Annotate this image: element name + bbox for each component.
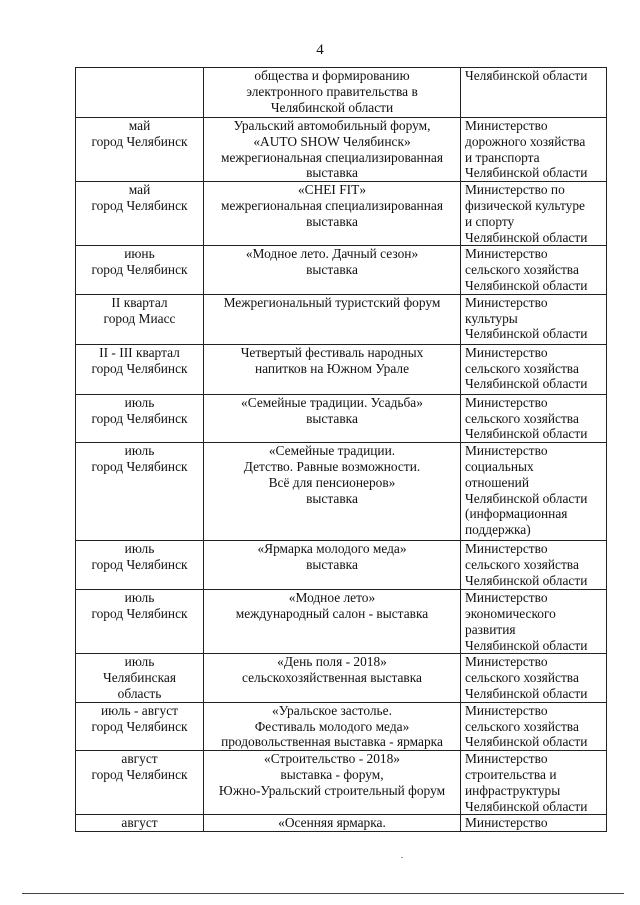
events-table bbox=[75, 67, 607, 832]
event-cell bbox=[204, 654, 461, 702]
time-cell-line: город Челябинск bbox=[91, 360, 188, 376]
organizer-cell-line: Министерство bbox=[465, 702, 548, 718]
organizer-cell-line: Министерство bbox=[465, 118, 548, 133]
time-cell-line: город Челябинск bbox=[91, 133, 188, 149]
event-cell-line: межрегиональная специализированная bbox=[221, 197, 443, 213]
event-cell bbox=[204, 246, 461, 294]
time-cell bbox=[76, 118, 204, 182]
event-cell-line: «CHEI FIT» bbox=[297, 182, 367, 198]
organizer-cell-line: Министерство bbox=[465, 394, 548, 410]
table-row bbox=[76, 541, 607, 590]
time-cell-line: город Челябинск bbox=[91, 605, 188, 621]
organizer-cell bbox=[461, 246, 607, 294]
event-cell-line: «AUTO SHOW Челябинск» bbox=[253, 133, 411, 149]
organizer-cell bbox=[461, 394, 607, 442]
time-cell bbox=[76, 541, 204, 590]
event-cell-line: Межрегиональный туристский форум bbox=[223, 294, 441, 310]
event-cell-line: Южно-Уральский строительный форум bbox=[218, 782, 446, 798]
organizer-cell-line: Министерство bbox=[465, 815, 548, 831]
event-cell-line: «День поля - 2018» bbox=[277, 654, 387, 670]
event-cell-line: электронного правительства в bbox=[246, 83, 418, 99]
event-cell-line: выставка bbox=[306, 165, 358, 181]
page-bottom-rule bbox=[22, 893, 624, 894]
organizer-cell-line: сельского хозяйства bbox=[465, 360, 579, 376]
time-cell-line: май bbox=[128, 118, 151, 133]
time-cell bbox=[76, 751, 204, 815]
organizer-cell-line: Министерство bbox=[465, 541, 548, 557]
organizer-cell bbox=[461, 590, 607, 654]
event-cell-line: продовольственная выставка - ярмарка bbox=[221, 734, 443, 750]
organizer-cell-line: экономического bbox=[465, 605, 556, 621]
organizer-cell-line: (информационная bbox=[465, 506, 568, 522]
organizer-cell bbox=[461, 68, 607, 118]
organizer-cell-line: Министерство bbox=[465, 344, 548, 360]
organizer-cell-line: Челябинской области bbox=[465, 426, 588, 442]
table-row bbox=[76, 294, 607, 344]
organizer-cell-line: Челябинской области bbox=[465, 734, 588, 750]
organizer-cell-line: Челябинской области bbox=[465, 326, 588, 342]
time-cell-line: Челябинская bbox=[103, 670, 176, 686]
event-cell-line: «Семейные традиции. Усадьба» bbox=[241, 394, 423, 410]
organizer-cell-line: поддержка) bbox=[465, 522, 531, 538]
table-row bbox=[76, 394, 607, 442]
organizer-cell bbox=[461, 751, 607, 815]
event-cell bbox=[204, 68, 461, 118]
time-cell-line: июль bbox=[124, 590, 155, 606]
time-cell-line: август bbox=[121, 751, 158, 767]
organizer-cell-line: строительства и bbox=[465, 766, 557, 782]
event-cell-line: «Ярмарка молодого меда» bbox=[257, 541, 407, 557]
organizer-cell-line: Челябинской области bbox=[465, 637, 588, 653]
organizer-cell-line: Челябинской области bbox=[465, 165, 588, 181]
event-cell-line: Детство. Равные возможности. bbox=[243, 458, 421, 474]
time-cell bbox=[76, 654, 204, 702]
organizer-cell-line: Челябинской области bbox=[465, 685, 588, 701]
time-cell-line: город Челябинск bbox=[91, 197, 188, 213]
time-cell bbox=[76, 702, 204, 750]
event-cell-line: межрегиональная специализированная bbox=[221, 149, 443, 165]
event-cell bbox=[204, 541, 461, 590]
organizer-cell bbox=[461, 654, 607, 702]
event-cell-line: «Уральское застолье. bbox=[272, 702, 392, 718]
organizer-cell bbox=[461, 443, 607, 541]
event-cell-line: общества и формированию bbox=[254, 68, 410, 83]
table-row bbox=[76, 654, 607, 702]
event-cell-line: «Модное лето. Дачный сезон» bbox=[245, 246, 419, 262]
organizer-cell-line: развития bbox=[465, 621, 516, 637]
organizer-cell bbox=[461, 541, 607, 590]
organizer-cell-line: отношений bbox=[465, 474, 529, 490]
time-cell-line: июль - август bbox=[100, 702, 179, 718]
event-cell-line: Фестиваль молодого меда» bbox=[254, 718, 410, 734]
time-cell-line: июль bbox=[124, 443, 155, 459]
organizer-cell-line: сельского хозяйства bbox=[465, 262, 579, 278]
event-cell bbox=[204, 443, 461, 541]
time-cell-line: май bbox=[128, 182, 151, 198]
table-row bbox=[76, 590, 607, 654]
time-cell-line: город Челябинск bbox=[91, 718, 188, 734]
events-table-body bbox=[76, 68, 607, 832]
organizer-cell bbox=[461, 118, 607, 182]
organizer-cell-line: и спорту bbox=[465, 213, 515, 229]
organizer-cell-line: Министерство bbox=[465, 246, 548, 262]
organizer-cell bbox=[461, 815, 607, 832]
event-cell-line: выставка bbox=[306, 556, 358, 572]
organizer-cell-line: культуры bbox=[465, 310, 518, 326]
table-row bbox=[76, 246, 607, 294]
table-row bbox=[76, 118, 607, 182]
time-cell bbox=[76, 294, 204, 344]
time-cell bbox=[76, 394, 204, 442]
organizer-cell-line: Челябинской области bbox=[465, 229, 588, 245]
event-cell-line: «Строительство - 2018» bbox=[264, 751, 400, 767]
page-number: 4 bbox=[316, 42, 324, 58]
event-cell-line: международный салон - выставка bbox=[235, 605, 429, 621]
time-cell-line: область bbox=[117, 685, 162, 701]
time-cell bbox=[76, 182, 204, 246]
organizer-cell-line: Челябинской области bbox=[465, 490, 588, 506]
organizer-cell-line: и транспорта bbox=[465, 149, 540, 165]
event-cell-line: выставка bbox=[306, 490, 358, 506]
organizer-cell-line: физической культуре bbox=[465, 197, 585, 213]
table-row bbox=[76, 751, 607, 815]
time-cell-line: город Челябинск bbox=[91, 556, 188, 572]
organizer-cell-line: сельского хозяйства bbox=[465, 410, 579, 426]
organizer-cell-line: Челябинской области bbox=[465, 277, 588, 293]
event-cell bbox=[204, 294, 461, 344]
time-cell-line: город Челябинск bbox=[91, 766, 188, 782]
event-cell-line: «Модное лето» bbox=[288, 590, 376, 606]
time-cell-line: II - III квартал bbox=[99, 344, 180, 360]
time-cell bbox=[76, 246, 204, 294]
event-cell bbox=[204, 344, 461, 394]
event-cell-line: Четвертый фестиваль народных bbox=[240, 344, 424, 360]
organizer-cell-line: сельского хозяйства bbox=[465, 556, 579, 572]
time-cell-line: II квартал bbox=[111, 294, 168, 310]
time-cell bbox=[76, 68, 204, 118]
table-row bbox=[76, 702, 607, 750]
organizer-cell-line: инфраструктуры bbox=[465, 782, 561, 798]
event-cell-line: напитков на Южном Урале bbox=[254, 360, 410, 376]
organizer-cell bbox=[461, 182, 607, 246]
time-cell bbox=[76, 590, 204, 654]
organizer-cell-line: социальных bbox=[465, 458, 534, 474]
event-cell-line: «Семейные традиции. bbox=[268, 443, 396, 459]
event-cell bbox=[204, 182, 461, 246]
organizer-cell-line: Челябинской области bbox=[465, 376, 588, 392]
event-cell-line: Челябинской области bbox=[270, 99, 394, 115]
event-cell-line: выставка - форум, bbox=[280, 766, 384, 782]
event-cell-line: Уральский автомобильный форум, bbox=[233, 118, 431, 133]
time-cell bbox=[76, 344, 204, 394]
time-cell-line: июль bbox=[124, 541, 155, 557]
organizer-cell-line: сельского хозяйства bbox=[465, 718, 579, 734]
event-cell bbox=[204, 702, 461, 750]
event-cell bbox=[204, 815, 461, 832]
event-cell bbox=[204, 118, 461, 182]
event-cell-line: сельскохозяйственная выставка bbox=[241, 670, 423, 686]
organizer-cell-line: Министерство по bbox=[465, 182, 565, 198]
table-row bbox=[76, 344, 607, 394]
organizer-cell-line: Министерство bbox=[465, 443, 548, 459]
table-row bbox=[76, 182, 607, 246]
time-cell-line: город Челябинск bbox=[91, 458, 188, 474]
event-cell bbox=[204, 590, 461, 654]
organizer-cell bbox=[461, 344, 607, 394]
table-row bbox=[76, 68, 607, 118]
time-cell-line: июль bbox=[124, 394, 155, 410]
time-cell-line: город Челябинск bbox=[91, 410, 188, 426]
organizer-cell-line: Челябинской области bbox=[465, 798, 588, 814]
organizer-cell bbox=[461, 702, 607, 750]
time-cell-line: август bbox=[121, 815, 158, 831]
organizer-cell-line: Министерство bbox=[465, 751, 548, 767]
time-cell bbox=[76, 443, 204, 541]
organizer-cell-line: Челябинской области bbox=[465, 572, 588, 588]
organizer-cell bbox=[461, 294, 607, 344]
organizer-cell-line: дорожного хозяйства bbox=[465, 133, 586, 149]
time-cell-line: город Челябинск bbox=[91, 262, 188, 278]
organizer-cell-line: Министерство bbox=[465, 654, 548, 670]
event-cell-line: Всё для пенсионеров» bbox=[268, 474, 396, 490]
table-row bbox=[76, 815, 607, 832]
event-cell-line: «Осенняя ярмарка. bbox=[278, 815, 386, 831]
time-cell-line: июнь bbox=[124, 246, 155, 262]
organizer-cell-line: Челябинской области bbox=[465, 68, 588, 83]
organizer-cell-line: Министерство bbox=[465, 294, 548, 310]
time-cell-line: июль bbox=[124, 654, 155, 670]
event-cell-line: выставка bbox=[306, 262, 358, 278]
time-cell-line: город Миасс bbox=[103, 310, 176, 326]
event-cell-line: выставка bbox=[306, 213, 358, 229]
organizer-cell-line: Министерство bbox=[465, 590, 548, 606]
event-cell bbox=[204, 394, 461, 442]
event-cell-line: выставка bbox=[306, 410, 358, 426]
event-cell bbox=[204, 751, 461, 815]
table-row bbox=[76, 443, 607, 541]
scan-speck bbox=[401, 857, 403, 858]
time-cell bbox=[76, 815, 204, 832]
organizer-cell-line: сельского хозяйства bbox=[465, 670, 579, 686]
